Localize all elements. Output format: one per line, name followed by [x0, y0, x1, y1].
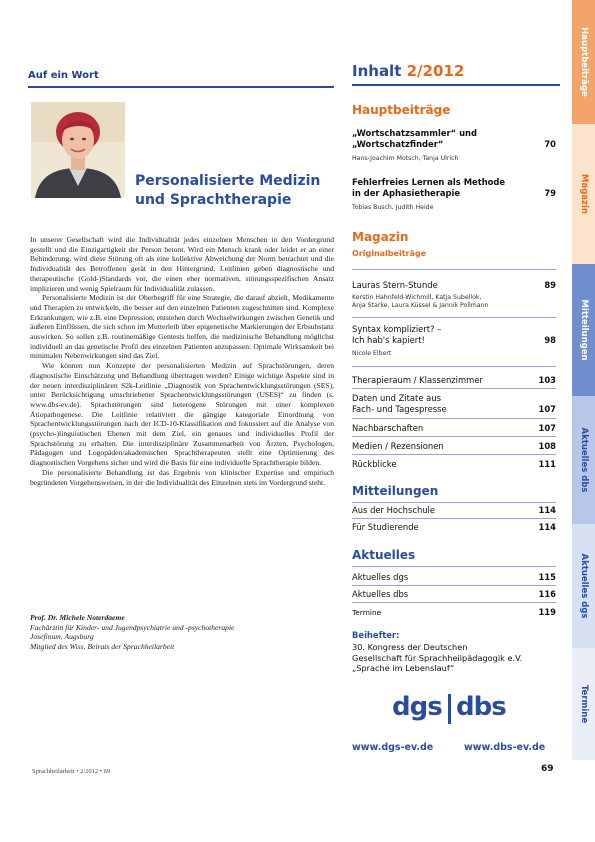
toc-entry-title: Therapieraum / Klassenzimmer: [352, 375, 483, 385]
author-name: Prof. Dr. Michele Noterdaeme: [30, 613, 125, 622]
side-tab-label: Aktuelles dgs: [578, 553, 589, 619]
toc-entry-title: Aktuelles dbs: [352, 589, 409, 599]
toc-heading-magazin: Magazin: [352, 230, 409, 244]
toc-divider: [352, 418, 556, 419]
page-footer-left: Sprachheilarbeit • 2/2012 • 69: [32, 768, 111, 775]
toc-divider: [352, 436, 556, 437]
toc-entry-title: „Wortschatzsammler“ und: [352, 128, 478, 138]
toc-entry-page: 107: [538, 423, 556, 433]
toc-entry-title: Syntax kompliziert? –: [352, 324, 442, 334]
toc-entry-page: 89: [544, 280, 556, 290]
toc-entry-title: Daten und Zitate aus: [352, 393, 441, 403]
toc-subheading-originalbeitraege: Originalbeiträge: [352, 249, 427, 258]
toc-entry[interactable]: [352, 459, 556, 470]
toc-divider: [352, 366, 556, 367]
toc-entry-title: „Wortschatzfinder“: [352, 139, 444, 149]
side-tab-termine[interactable]: [572, 648, 595, 760]
toc-heading-mitteilungen: Mitteilungen: [352, 484, 439, 498]
side-tab-label: Hauptbeiträge: [578, 27, 589, 97]
toc-divider: [352, 269, 556, 270]
supplement-text: [352, 642, 556, 674]
author-photo: [31, 102, 125, 198]
supplement-line: 30. Kongress der Deutschen: [352, 642, 468, 652]
side-tab-mitteilungen[interactable]: [572, 264, 595, 396]
toc-entry-title: Termine: [352, 608, 382, 617]
author-title: Fachärztin für Kinder- und Jugendpsychiatrie und -psychotherapie: [30, 622, 235, 632]
toc-heading-aktuelles: Aktuelles: [352, 548, 416, 562]
toc-entry-title: Aus der Hochschule: [352, 505, 436, 515]
toc-entry[interactable]: [352, 324, 556, 346]
toc-divider: [352, 518, 556, 519]
toc-entry-authors: [352, 294, 532, 310]
toc-entry-page: 119: [538, 607, 556, 617]
toc-entry[interactable]: [352, 572, 556, 583]
toc-entry-page: 111: [538, 459, 556, 469]
logo-dbs: dbs: [456, 692, 506, 722]
side-tab-label: Mitteilungen: [578, 299, 589, 361]
toc-divider: [352, 502, 556, 503]
toc-entry-title: in der Aphasietherapie: [352, 188, 461, 198]
toc-entry-title: Ich hab's kapiert!: [352, 335, 425, 345]
toc-entry-page: 114: [538, 505, 556, 515]
toc-entry-page: 98: [544, 335, 556, 345]
toc-divider: [352, 454, 556, 455]
toc-entry-authors-line: Anja Starke, Laura Küssel & Jannik Pollmann: [352, 302, 489, 309]
paragraph: In unserer Gesellschaft wird die Individualität jedes einzelnen Menschen in den Vordergrund gestellt und die Einzigartigkeit der Person betont. Wird ein Mensch krank oder leidet er an einer Behinderung, wird diese Störung oft als eine kollektive Abweichung der Norm betrachtet und die Individualität des Betroffenen gerät in den Hintergrund. Leitlinien geben diagnostische und therapeutische (Gold-)Standards vor, die einen eher normativen, störungsspezifischen Ansatz implizieren und wenig Spielraum für Individualität zulassen.: [30, 235, 334, 293]
article-headline: Personalisierte Medizin und Sprachtherapie: [135, 173, 321, 208]
toc-entry[interactable]: [352, 423, 556, 434]
side-tab-label: Termine: [578, 684, 589, 724]
toc-entry-page: 79: [544, 188, 556, 198]
toc-entry-page: 108: [538, 441, 556, 451]
logo-dgs: dgs: [392, 692, 442, 722]
dgs-url-link[interactable]: www.dgs-ev.de: [352, 742, 434, 753]
toc-entry-authors: Tobias Busch, Judith Heide: [352, 204, 434, 211]
toc-entry-page: 107: [538, 404, 556, 414]
toc-divider: [352, 602, 556, 603]
side-tab-label: Aktuelles dbs: [578, 427, 589, 493]
toc-entry-title: Lauras Stern-Stunde: [352, 280, 438, 290]
dgs-dbs-logo: [386, 692, 516, 730]
toc-entry-title: Rückblicke: [352, 459, 397, 469]
supplement-line: Gesellschaft für Sprachheilpädagogik e.V.: [352, 652, 523, 663]
toc-rule: [352, 84, 560, 86]
toc-entry-title: Aktuelles dgs: [352, 572, 409, 582]
toc-entry-title: Fach- und Tagespresse: [352, 404, 447, 414]
dbs-url-link[interactable]: www.dbs-ev.de: [464, 742, 546, 753]
side-tab-aktuelles-dbs[interactable]: [572, 396, 595, 524]
toc-title: [352, 62, 464, 80]
toc-entry-authors: Nicole Elbert: [352, 350, 392, 357]
toc-entry-title: Medien / Rezensionen: [352, 441, 444, 451]
toc-entry[interactable]: [352, 505, 556, 516]
author-role: Mitglied des Wiss. Beirats der Sprachheilarbeit: [30, 641, 175, 651]
side-tab-hauptbeitraege[interactable]: [572, 0, 595, 124]
toc-entry[interactable]: [352, 375, 556, 386]
author-affiliation: Josefinum, Augsburg: [30, 632, 94, 642]
toc-entry-title: Fehlerfreies Lernen als Methode: [352, 177, 506, 187]
toc-entry-page: 115: [538, 572, 556, 582]
section-kicker: Auf ein Wort: [28, 70, 99, 81]
toc-entry[interactable]: [352, 589, 556, 600]
author-signature: [30, 613, 334, 651]
toc-heading-hauptbeitraege: Hauptbeiträge: [352, 103, 451, 117]
article-body: [30, 235, 334, 487]
toc-entry-title: Für Studierende: [352, 522, 419, 532]
toc-entry[interactable]: [352, 441, 556, 452]
toc-entry[interactable]: [352, 128, 556, 150]
toc-entry-page: 70: [544, 139, 556, 149]
side-tab-blank: [572, 760, 595, 842]
toc-entry[interactable]: [352, 280, 556, 291]
toc-entry-title: Nachbarschaften: [352, 423, 424, 433]
toc-entry-page: 103: [538, 375, 556, 385]
toc-divider: [352, 388, 556, 389]
toc-entry-authors-line: Kerstin Hahnfeld-Wichmill, Katja Subellok,: [352, 294, 482, 301]
toc-entry[interactable]: [352, 393, 556, 415]
toc-entry[interactable]: [352, 177, 556, 199]
toc-entry-page: 114: [538, 522, 556, 532]
paragraph: Wie können nun Konzepte der personalisierten Medizin auf Sprachstörungen, deren diagnostische Einschätzung und Behandlung übertragen werden? Einige wichtige Aspekte sind in der neuen interdisziplinären S2k-Leitlinie „Diagnostik von Sprachentwicklungsstörungen (SES), unter Berücksichtigung umschriebener Sprachentwicklungsstörungen (USES)“ zu finden (s. www.dbs-ev.de). Sprachstörungen sind heterogene Störungen mit einer komplexen Ätiopathogenese. Die Leitlinie relativiert die gängige kategoriale Einordnung von Sprachentwicklungsstörungen nach der ICD-10-Klassifikation und fokussiert auf die Analyse von (psycho-)linguistischen Ebenen mit dem Ziel, ein genaues und individuelles Profil der Sprachstörung zu erhalten. Die interdisziplinäre Zusammenarbeit von Ärzten, Psychologen, Pädagogen und Logopäden/akademischen Sprachtherapeuten stellt eine Optimierung des diagnostischen Vorgehens sicher und wird die Basis für eine individuelle Sprachtherapie bilden.: [30, 361, 334, 468]
paragraph: Die personalisierte Behandlung ist das Ergebnis von klinischer Expertise und empirisch begründeten Vorgehensweisen, in der die Individualität des Einzelnen stets im Vordergrund steht.: [30, 467, 334, 487]
toc-entry[interactable]: [352, 607, 556, 618]
toc-divider: [352, 317, 556, 318]
toc-entry[interactable]: [352, 522, 556, 533]
toc-entry-authors: Hans-Joachim Motsch, Tanja Ulrich: [352, 155, 459, 162]
side-tab-magazin[interactable]: [572, 124, 595, 264]
kicker-rule: [28, 86, 334, 88]
toc-title-text: Inhalt: [352, 62, 402, 80]
toc-issue: 2/2012: [406, 62, 465, 80]
side-tab-aktuelles-dgs[interactable]: [572, 524, 595, 648]
toc-entry-page: 116: [538, 589, 556, 599]
logo-divider: [448, 694, 451, 724]
page-number: 69: [541, 764, 554, 774]
paragraph: Personalisierte Medizin ist der Oberbegriff für eine Strategie, die darauf abzielt, Medikamente und Therapien zu entwickeln, die besser auf den einzelnen Patienten zugeschnitten sind. Komplexe Erkrankungen, wie z.B. eine Depression, entstehen durch Wechselwirkungen zwischen Genetik und äußeren Einflüssen, die sich schon im Mutterleib über epigenetische Markierungen der Erbsubstanz auswirken. So sollen z.B. routinemäßige Gentests helfen, die medizinische Behandlung möglichst individuell an das genetische Profil des einzelnen Patienten anzupassen: Optimale Wirksamkeit bei minimalen Nebenwirkungen sind das Ziel.: [30, 293, 334, 361]
supplement-label: Beihefter:: [352, 630, 400, 640]
toc-divider: [352, 566, 556, 567]
side-tab-label: Magazin: [578, 174, 589, 214]
toc-divider: [352, 585, 556, 586]
supplement-line: „Sprache im Lebenslauf“: [352, 663, 455, 673]
